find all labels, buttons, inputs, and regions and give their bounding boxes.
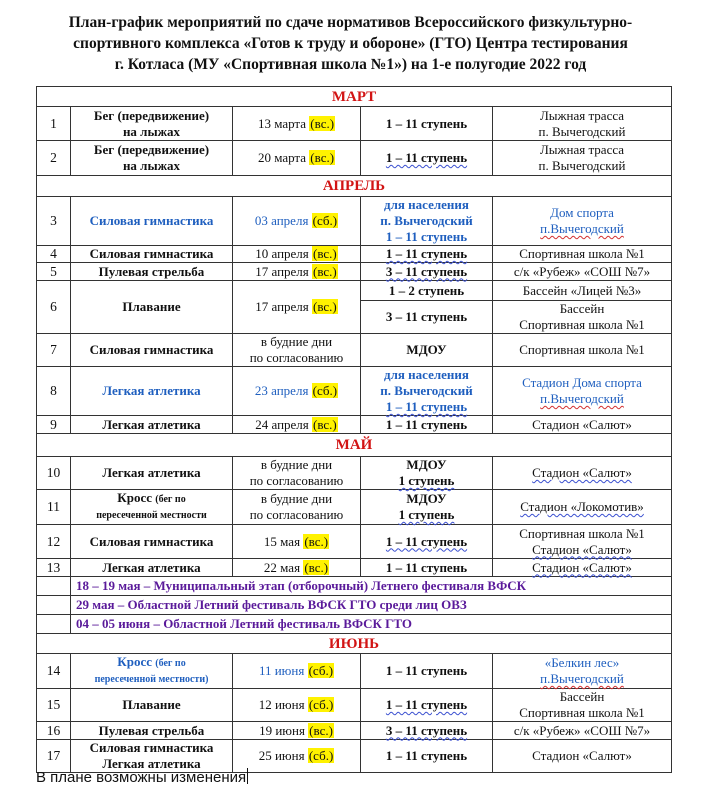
- event-place: [493, 367, 672, 416]
- date-text: 20 марта: [257, 150, 307, 165]
- date-text: 17 апреля: [255, 263, 309, 279]
- place-line: Спортивная школа №1: [519, 317, 645, 332]
- place-text: Стадион «Локомотив»: [520, 499, 644, 514]
- weekday-badge: (сб.): [312, 213, 338, 228]
- event-date: [233, 559, 361, 577]
- place-line: п. Вычегодский: [538, 158, 626, 173]
- table-row: [37, 457, 672, 490]
- date-text: 24 апреля: [255, 416, 309, 432]
- event-date: [233, 722, 361, 740]
- name-note: (бег по: [155, 658, 186, 669]
- event-place: с/к «Рубеж» «СОШ №7»: [493, 263, 672, 281]
- place-text: Стадион «Салют»: [532, 465, 632, 480]
- event-level: [361, 141, 493, 176]
- month-header-june: [37, 634, 672, 654]
- event-place: [493, 559, 672, 577]
- row-number: 1: [37, 107, 71, 141]
- event-name: Плавание: [71, 281, 233, 334]
- place-line: п. Вычегодский: [538, 123, 626, 139]
- event-name: Силовая гимнастика: [71, 334, 233, 367]
- level-text: 3 – 11 ступень: [385, 722, 468, 738]
- level-line: 1 – 11 ступень: [385, 399, 468, 414]
- weekday-badge: (вс.): [313, 263, 337, 279]
- date-text: 12 июня: [258, 697, 305, 712]
- event-place: Спортивная школа №1: [493, 334, 672, 367]
- event-date: [233, 246, 361, 263]
- event-date: [233, 525, 361, 559]
- row-number: 14: [37, 654, 71, 689]
- event-level: [361, 525, 493, 559]
- level-line: для населения: [384, 197, 469, 212]
- level-text: 1 – 11 ступень: [385, 533, 468, 549]
- level-line: п. Вычегодский: [380, 213, 473, 228]
- row-number: 12: [37, 525, 71, 559]
- event-level: [361, 722, 493, 740]
- event-place: [493, 654, 672, 689]
- event-place: [493, 197, 672, 246]
- event-level: [361, 246, 493, 263]
- level-line: 1 ступень: [398, 507, 455, 522]
- level-line: МДОУ: [406, 491, 447, 506]
- event-date: [233, 141, 361, 176]
- row-number: 10: [37, 457, 71, 490]
- weekday-badge: (вс.): [310, 150, 335, 165]
- weekday-badge: (сб.): [308, 663, 334, 678]
- note-text: В плане возможны изменения: [36, 769, 247, 786]
- event-name: Легкая атлетика: [71, 457, 233, 490]
- event-level: [361, 263, 493, 281]
- title-line: План-график мероприятий по сдаче нормативов Всероссийского физкультурно-: [68, 14, 633, 31]
- level-text: 3 – 11 ступень: [385, 263, 468, 279]
- row-number: 11: [37, 490, 71, 525]
- level-line: п. Вычегодский: [380, 383, 473, 398]
- month-header-april: [37, 176, 672, 197]
- event-place: Стадион «Салют»: [493, 740, 672, 773]
- event-level: [361, 490, 493, 525]
- event-date: [233, 107, 361, 141]
- name-text: Кросс: [117, 654, 152, 669]
- weekday-badge: (вс.): [309, 722, 333, 738]
- name-note: пересеченной местности: [96, 510, 207, 521]
- month-header-march: [37, 87, 672, 107]
- place-line: Стадион Дома спорта: [522, 375, 642, 390]
- event-name: [71, 107, 233, 141]
- weekday-badge: (сб.): [308, 697, 334, 712]
- weekday-badge: (сб.): [312, 383, 338, 398]
- weekday-badge: (сб.): [308, 748, 334, 763]
- place-line: Спортивная школа №1: [519, 705, 645, 720]
- event-name: Легкая атлетика: [71, 559, 233, 577]
- date-text: 22 мая: [263, 559, 301, 575]
- event-date: [233, 457, 361, 490]
- month-label: МАРТ: [37, 87, 672, 107]
- table-row: [37, 689, 672, 722]
- month-label: АПРЕЛЬ: [37, 176, 672, 197]
- date-line: в будние дни: [260, 334, 333, 349]
- date-text: 03 апреля: [254, 213, 309, 228]
- date-text: 19 июня: [259, 722, 305, 738]
- name-note: (бег по: [155, 494, 186, 505]
- date-text: 17 апреля: [255, 299, 309, 314]
- date-text: 23 апреля: [254, 383, 309, 398]
- place-line: Стадион «Салют»: [532, 541, 632, 557]
- table-row: [37, 197, 672, 246]
- place-line: Дом спорта: [550, 205, 614, 220]
- event-place: [493, 689, 672, 722]
- event-place: с/к «Рубеж» «СОШ №7»: [493, 722, 672, 740]
- month-label: ИЮНЬ: [37, 634, 672, 654]
- weekday-badge: (вс.): [304, 559, 329, 575]
- table-row: [37, 525, 672, 559]
- event-place: [493, 525, 672, 559]
- row-number: 2: [37, 141, 71, 176]
- empty-cell: [37, 577, 71, 596]
- row-number: 17: [37, 740, 71, 773]
- row-number: 9: [37, 416, 71, 434]
- row-number: 5: [37, 263, 71, 281]
- table-row: [37, 654, 672, 689]
- place-text: Стадион «Салют»: [532, 559, 632, 575]
- month-label: МАЙ: [37, 434, 672, 457]
- event-name: [71, 654, 233, 689]
- event-name: Легкая атлетика: [71, 416, 233, 434]
- event-place: [493, 141, 672, 176]
- event-note: 29 мая – Областной Летний фестиваль ВФСК ГТО среди лиц ОВЗ: [71, 596, 672, 615]
- event-place: Спортивная школа №1: [493, 246, 672, 263]
- event-date: [233, 334, 361, 367]
- row-number: 7: [37, 334, 71, 367]
- event-level: 1 – 11 ступень: [361, 654, 493, 689]
- title-line: спортивного комплекса «Готов к труду и обороне» (ГТО) Центра тестирования: [73, 35, 628, 52]
- date-line: в будние дни: [260, 457, 333, 472]
- event-level: 1 – 11 ступень: [361, 559, 493, 577]
- event-level: 3 – 11 ступень: [361, 301, 493, 334]
- event-level: 1 – 11 ступень: [361, 416, 493, 434]
- row-number: 3: [37, 197, 71, 246]
- event-date: [233, 740, 361, 773]
- level-text: 1 – 11 ступень: [385, 697, 468, 712]
- table-row: [37, 559, 672, 577]
- place-line: п.Вычегодский: [540, 391, 624, 406]
- document-title: [0, 12, 701, 75]
- date-text: 10 апреля: [255, 246, 309, 261]
- row-number: 16: [37, 722, 71, 740]
- event-date: [233, 689, 361, 722]
- event-name: Силовая гимнастика: [71, 525, 233, 559]
- row-number: 15: [37, 689, 71, 722]
- table-row: [37, 246, 672, 263]
- place-line: п.Вычегодский: [540, 671, 624, 686]
- row-number: 8: [37, 367, 71, 416]
- event-place: [493, 457, 672, 490]
- level-line: для населения: [384, 367, 469, 382]
- event-date: [233, 654, 361, 689]
- event-name: Силовая гимнастика: [71, 246, 233, 263]
- level-line: 1 ступень: [398, 473, 455, 488]
- event-date: [233, 197, 361, 246]
- name-text: Кросс: [117, 490, 152, 505]
- level-line: МДОУ: [406, 457, 447, 472]
- level-line: 1 – 11 ступень: [385, 229, 468, 244]
- event-note-row: [37, 596, 672, 615]
- weekday-badge: (вс.): [313, 416, 337, 432]
- name-line: Силовая гимнастика: [89, 740, 214, 755]
- weekday-badge: (вс.): [304, 533, 329, 549]
- event-level: [361, 457, 493, 490]
- level-text: 1 – 11 ступень: [385, 246, 468, 261]
- event-name: [71, 490, 233, 525]
- month-header-may: [37, 434, 672, 457]
- level-text: 1 – 11 ступень: [385, 150, 468, 165]
- event-level: 1 – 11 ступень: [361, 107, 493, 141]
- name-line: Легкая атлетика: [102, 756, 201, 771]
- event-name: Пулевая стрельба: [71, 263, 233, 281]
- event-name: Силовая гимнастика: [71, 197, 233, 246]
- name-note: пересеченной местности): [94, 674, 209, 685]
- weekday-badge: (вс.): [310, 115, 335, 131]
- place-line: Лыжная трасса: [539, 142, 625, 157]
- changes-note[interactable]: [36, 768, 248, 786]
- event-place: [493, 490, 672, 525]
- schedule-table: [36, 86, 672, 773]
- table-row: [37, 416, 672, 434]
- date-text: 15 мая: [263, 533, 301, 549]
- date-text: 13 марта: [257, 115, 307, 131]
- row-number: 4: [37, 246, 71, 263]
- event-level: [361, 689, 493, 722]
- weekday-badge: (вс.): [313, 246, 337, 261]
- event-place: Бассейн «Лицей №3»: [493, 281, 672, 301]
- table-row: [37, 722, 672, 740]
- event-level: [361, 367, 493, 416]
- table-row: [37, 334, 672, 367]
- event-level: 1 – 2 ступень: [361, 281, 493, 301]
- title-line: г. Котласа (МУ «Спортивная школа №1») на 1-е полугодие 2022 год: [114, 56, 587, 73]
- name-line: на лыжах: [122, 158, 181, 173]
- row-number: 6: [37, 281, 71, 334]
- event-note: 18 – 19 мая – Муниципальный этап (отборочный) Летнего фестиваля ВФСК: [71, 577, 672, 596]
- event-note: 04 – 05 июня – Областной Летний фестиваль ВФСК ГТО: [71, 615, 672, 634]
- place-line: Спортивная школа №1: [519, 525, 645, 541]
- event-name: Легкая атлетика: [71, 367, 233, 416]
- event-name: Пулевая стрельба: [71, 722, 233, 740]
- name-line: Бег (передвижение): [93, 107, 210, 123]
- row-number: 13: [37, 559, 71, 577]
- place-line: Бассейн: [559, 301, 605, 316]
- date-text: 25 июня: [258, 748, 305, 763]
- date-line: в будние дни: [260, 491, 333, 506]
- event-date: [233, 263, 361, 281]
- place-line: «Белкин лес»: [544, 655, 620, 670]
- event-level: [361, 197, 493, 246]
- event-name: [71, 141, 233, 176]
- text-cursor: [247, 768, 248, 784]
- table-row: [37, 490, 672, 525]
- event-place: [493, 301, 672, 334]
- table-row: [37, 107, 672, 141]
- table-row: [37, 141, 672, 176]
- place-line: п.Вычегодский: [540, 221, 624, 236]
- event-level: МДОУ: [361, 334, 493, 367]
- event-place: [493, 107, 672, 141]
- table-row: [37, 281, 672, 301]
- table-row: [37, 263, 672, 281]
- event-name: Плавание: [71, 689, 233, 722]
- event-place: Стадион «Салют»: [493, 416, 672, 434]
- weekday-badge: (вс.): [313, 299, 337, 314]
- event-date: [233, 281, 361, 334]
- name-line: Бег (передвижение): [93, 142, 210, 157]
- event-date: [233, 367, 361, 416]
- date-text: 11 июня: [258, 663, 305, 678]
- table-row: [37, 367, 672, 416]
- empty-cell: [37, 596, 71, 615]
- name-line: на лыжах: [122, 123, 181, 139]
- event-level: 1 – 11 ступень: [361, 740, 493, 773]
- place-line: Лыжная трасса: [539, 107, 625, 123]
- date-line: по согласованию: [249, 507, 344, 522]
- date-line: по согласованию: [249, 350, 344, 365]
- event-note-row: [37, 577, 672, 596]
- place-line: Бассейн: [559, 689, 605, 704]
- empty-cell: [37, 615, 71, 634]
- event-date: [233, 416, 361, 434]
- event-note-row: [37, 615, 672, 634]
- date-line: по согласованию: [249, 473, 344, 488]
- event-date: [233, 490, 361, 525]
